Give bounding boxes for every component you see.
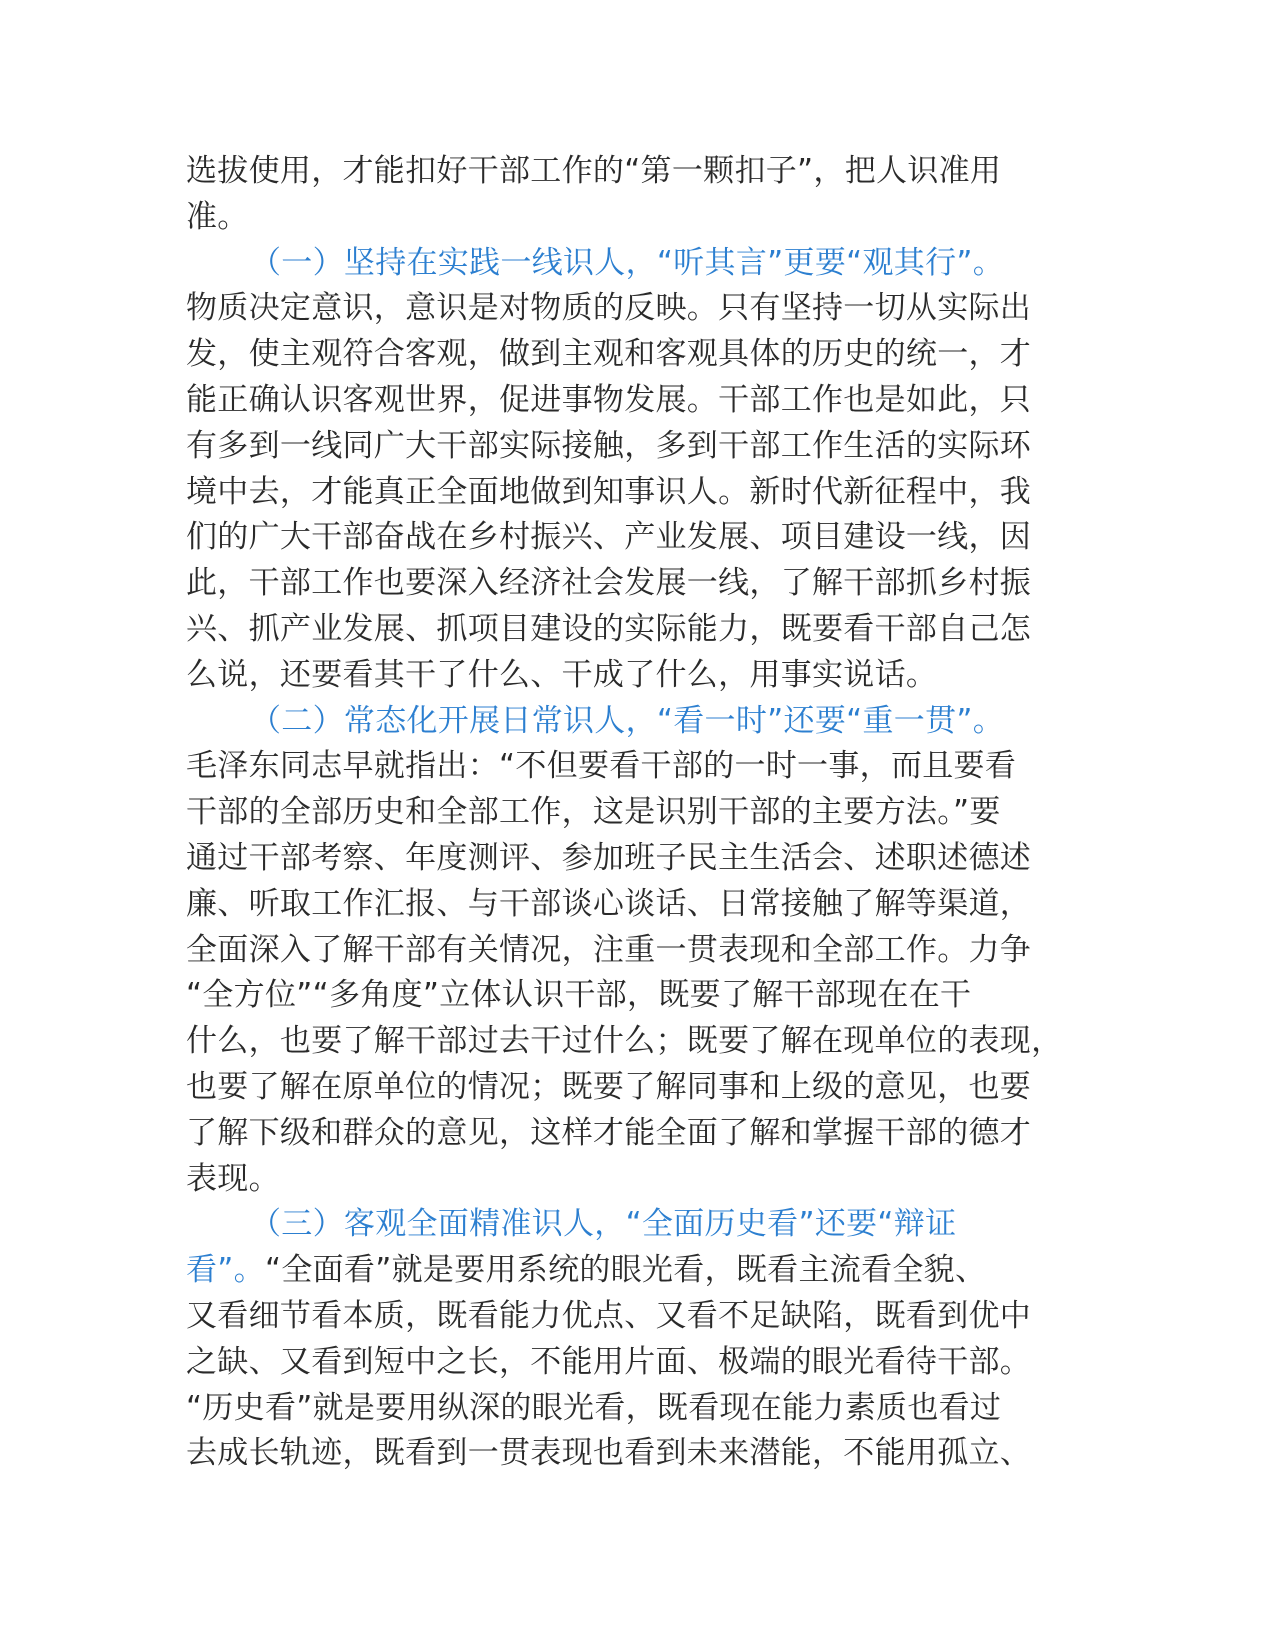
body-text: 通过干部考察、年度测评、参加班子民主生活会、述职述德述 — [186, 839, 1032, 876]
body-text: 去成长轨迹，既看到一贯表现也看到未来潜能，不能用孤立、 — [186, 1435, 1032, 1472]
body-text-line — [186, 1248, 1086, 1294]
body-text-line — [186, 1157, 1086, 1203]
body-text-line — [186, 332, 1086, 378]
body-text: 也要了解在原单位的情况；既要了解同事和上级的意见，也要 — [186, 1068, 1032, 1105]
body-text: 之缺、又看到短中之长，不能用片面、极端的眼光看待干部。 — [186, 1343, 1032, 1380]
body-text: 发，使主观符合客观，做到主观和客观具体的历史的统一，才 — [186, 336, 1032, 373]
body-text-line — [186, 195, 1086, 241]
body-text-line — [186, 607, 1086, 653]
section-heading-line — [186, 241, 1086, 287]
body-text: 境中去，才能真正全面地做到知事识人。新时代新征程中，我 — [186, 473, 1032, 510]
body-text-line — [186, 149, 1086, 195]
body-text: 又看细节看本质，既看能力优点、又看不足缺陷，既看到优中 — [186, 1297, 1032, 1334]
body-text: “全面看”就是要用系统的眼光看，既看主流看全貌、 — [264, 1252, 987, 1289]
body-text-line — [186, 928, 1086, 974]
body-text-line — [186, 882, 1086, 928]
body-text-line — [186, 836, 1086, 882]
heading-text: 看”。 — [186, 1252, 265, 1289]
body-text-line — [186, 1065, 1086, 1111]
body-text: 此，干部工作也要深入经济社会发展一线，了解干部抓乡村振 — [186, 565, 1032, 602]
heading-text: （二）常态化开展日常识人，“看一时”还要“重一贯”。 — [250, 702, 1005, 739]
heading-text: （一）坚持在实践一线识人，“听其言”更要“观其行”。 — [250, 244, 1005, 281]
body-text-line — [186, 378, 1086, 424]
body-text-line — [186, 744, 1086, 790]
body-text: 毛泽东同志早就指出：“不但要看干部的一时一事，而且要看 — [186, 748, 1017, 785]
body-text: 全面深入了解干部有关情况，注重一贯表现和全部工作。力争 — [186, 931, 1032, 968]
body-text-line — [186, 561, 1086, 607]
body-text: 表现。 — [186, 1160, 280, 1197]
body-text-line — [186, 1386, 1086, 1432]
document-body — [186, 149, 1086, 1477]
body-text: 能正确认识客观世界，促进事物发展。干部工作也是如此，只 — [186, 381, 1032, 418]
body-text: 们的广大干部奋战在乡村振兴、产业发展、项目建设一线，因 — [186, 519, 1032, 556]
body-text-line — [186, 790, 1086, 836]
heading-text: （三）客观全面精准识人，“全面历史看”还要“辩证 — [250, 1206, 957, 1243]
body-text: 什么，也要了解干部过去干过什么；既要了解在现单位的表现， — [186, 1023, 1063, 1060]
body-text-line — [186, 515, 1086, 561]
body-text-line — [186, 1019, 1086, 1065]
body-text-line — [186, 1111, 1086, 1157]
body-text-line — [186, 286, 1086, 332]
section-heading-line — [186, 1202, 1086, 1248]
section-heading-line — [186, 699, 1086, 745]
body-text-line — [186, 470, 1086, 516]
body-text: 有多到一线同广大干部实际接触，多到干部工作生活的实际环 — [186, 427, 1032, 464]
body-text: 廉、听取工作汇报、与干部谈心谈话、日常接触了解等渠道， — [186, 885, 1032, 922]
body-text-line — [186, 1340, 1086, 1386]
body-text-line — [186, 1431, 1086, 1477]
body-text: “历史看”就是要用纵深的眼光看，既看现在能力素质也看过 — [186, 1389, 1002, 1426]
body-text-line — [186, 653, 1086, 699]
body-text-line — [186, 1294, 1086, 1340]
body-text: 么说，还要看其干了什么、干成了什么，用事实说话。 — [186, 656, 938, 693]
body-text: 兴、抓产业发展、抓项目建设的实际能力，既要看干部自己怎 — [186, 610, 1032, 647]
body-text: 准。 — [186, 198, 249, 235]
body-text: 干部的全部历史和全部工作，这是识别干部的主要方法。”要 — [186, 794, 1001, 831]
body-text: 物质决定意识，意识是对物质的反映。只有坚持一切从实际出 — [186, 290, 1032, 327]
body-text: 了解下级和群众的意见，这样才能全面了解和掌握干部的德才 — [186, 1114, 1032, 1151]
body-text-line — [186, 424, 1086, 470]
body-text-line — [186, 973, 1086, 1019]
body-text: 选拔使用，才能扣好干部工作的“第一颗扣子”，把人识准用 — [186, 153, 1002, 189]
body-text: “全方位”“多角度”立体认识干部，既要了解干部现在在干 — [186, 977, 972, 1014]
